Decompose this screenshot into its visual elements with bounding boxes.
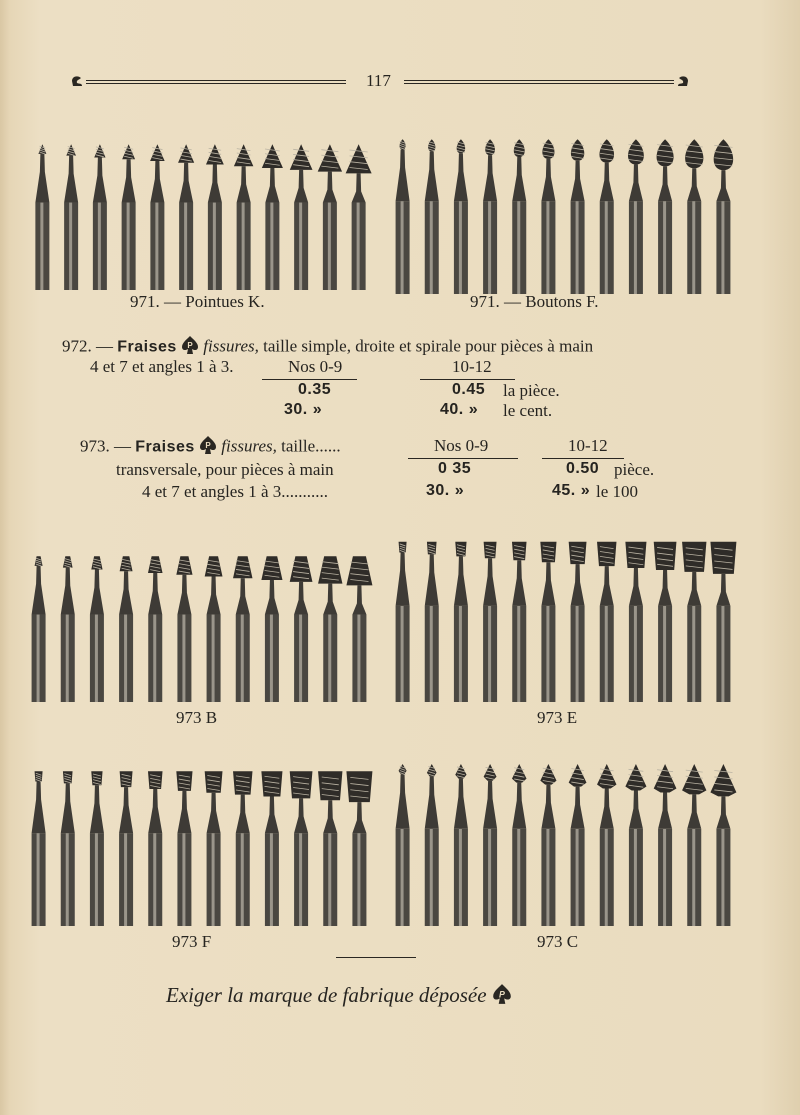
burr-tool-icon — [710, 764, 736, 926]
item-972-col1-rule — [262, 379, 357, 380]
item-973-col2-rule — [542, 458, 624, 459]
burr-tool-icon — [571, 139, 585, 294]
item-973-unit1: pièce. — [614, 460, 655, 479]
burr-tool-icon — [119, 771, 133, 926]
burr-tool-icon — [61, 556, 75, 702]
burr-tool-icon — [682, 764, 706, 926]
burr-tool-icon — [205, 771, 223, 926]
burr-tool-icon — [90, 771, 104, 926]
burr-tool-icon — [710, 542, 736, 702]
footer-text: Exiger la marque de fabrique déposée — [166, 983, 487, 1007]
burr-tool-icon — [654, 542, 677, 702]
tools-pointues-k — [28, 128, 373, 290]
caption-973-b: 973 B — [176, 708, 218, 727]
item-973-line1 — [80, 435, 341, 460]
burr-tool-icon — [540, 542, 556, 702]
burr-tool-icon — [396, 764, 410, 926]
item-972-desc2: 4 et 7 et angles 1 à 3. — [90, 357, 234, 376]
item-972-number: 972. — — [62, 336, 113, 356]
burr-tool-icon — [599, 139, 614, 294]
burr-tool-icon — [176, 556, 192, 702]
burr-tool-icon — [178, 144, 194, 290]
burr-tool-icon — [569, 542, 587, 702]
burr-tool-icon — [454, 139, 468, 294]
burr-tool-icon — [625, 542, 646, 702]
burr-tool-icon — [32, 771, 46, 926]
burr-tool-icon — [122, 144, 136, 290]
burr-illustration — [388, 122, 738, 294]
burr-tool-icon — [233, 556, 252, 702]
item-972-col2-price1: 0.45 — [452, 381, 486, 398]
burr-tool-icon — [569, 764, 587, 926]
burr-illustration — [24, 754, 374, 926]
burr-tool-icon — [176, 771, 192, 926]
burr-tool-icon — [628, 139, 644, 294]
header-rule-right — [404, 80, 674, 81]
tools-boutons-f — [388, 122, 738, 294]
burr-tool-icon — [346, 771, 372, 926]
burr-illustration — [388, 746, 738, 926]
trademark-logo-icon — [492, 983, 512, 1011]
burr-illustration — [24, 540, 374, 702]
svg-text:P: P — [498, 989, 505, 1000]
burr-tool-icon — [90, 556, 104, 702]
footer-rule — [336, 957, 416, 958]
burr-tool-icon — [541, 139, 555, 294]
footer-note — [166, 983, 512, 1011]
item-972-col2-rule — [420, 379, 515, 380]
item-973-col1-head: Nos 0-9 — [434, 436, 489, 455]
burr-tool-icon — [318, 556, 342, 702]
burr-tool-icon — [483, 139, 497, 294]
burr-tool-icon — [148, 556, 163, 702]
burr-tool-icon — [93, 144, 107, 290]
burr-illustration — [28, 128, 373, 290]
burr-tool-icon — [261, 771, 282, 926]
item-972-col2-head: 10-12 — [452, 357, 492, 376]
caption-973-f: 973 F — [172, 932, 212, 951]
item-972-col1-head: Nos 0-9 — [288, 357, 343, 376]
item-972-unit2: le cent. — [503, 401, 553, 420]
burr-tool-icon — [396, 139, 410, 294]
burr-tool-icon — [512, 764, 527, 926]
burr-tool-icon — [119, 556, 133, 702]
item-972-name: Fraises — [117, 338, 177, 356]
item-973-type: fissures, — [221, 436, 277, 456]
burr-tool-icon — [540, 764, 556, 926]
burr-tool-icon — [35, 144, 49, 290]
trademark-logo-icon — [199, 435, 217, 460]
item-973-unit2: le 100 — [596, 482, 639, 501]
burr-tool-icon — [512, 542, 527, 702]
item-972-unit1: la pièce. — [503, 381, 560, 400]
svg-text:P: P — [205, 441, 211, 450]
burr-tool-icon — [682, 542, 706, 702]
item-973-name: Fraises — [135, 438, 195, 456]
item-973-number: 973. — — [80, 436, 131, 456]
burr-tool-icon — [262, 144, 283, 290]
burr-tool-icon — [261, 556, 282, 702]
header-rule-left — [86, 80, 346, 81]
burr-tool-icon — [685, 139, 703, 294]
burr-tool-icon — [454, 764, 468, 926]
caption-boutons-f: 971. — Boutons F. — [470, 292, 599, 311]
burr-tool-icon — [234, 144, 253, 290]
burr-tool-icon — [346, 556, 372, 702]
burr-tool-icon — [205, 556, 223, 702]
burr-tool-icon — [318, 771, 342, 926]
tools-973-c — [388, 746, 738, 926]
item-973-col2-head: 10-12 — [568, 436, 608, 455]
burr-tool-icon — [290, 144, 313, 290]
item-973-col2-price1: 0.50 — [566, 460, 600, 477]
burr-tool-icon — [512, 139, 526, 294]
item-973-desc1: taille...... — [281, 436, 341, 456]
item-973-col2-price2: 45. » — [552, 482, 591, 499]
burr-tool-icon — [425, 764, 439, 926]
item-973-col1-price1: 0 35 — [438, 460, 472, 477]
burr-tool-icon — [483, 764, 497, 926]
burr-tool-icon — [64, 144, 78, 290]
item-973-desc3: 4 et 7 et angles 1 à 3........... — [142, 482, 329, 501]
caption-pointues-k: 971. — Pointues K. — [130, 292, 265, 311]
burr-tool-icon — [425, 139, 439, 294]
tools-973-e — [388, 524, 738, 702]
burr-tool-icon — [597, 764, 616, 926]
header-ornament-right — [676, 74, 690, 88]
burr-tool-icon — [206, 144, 224, 290]
burr-tool-icon — [454, 542, 468, 702]
burr-tool-icon — [654, 764, 677, 926]
caption-973-e: 973 E — [537, 708, 578, 727]
burr-tool-icon — [396, 542, 410, 702]
header-ornament-left — [70, 74, 84, 88]
caption-973-c: 973 C — [537, 932, 579, 951]
item-972-col1-price2: 30. » — [284, 401, 323, 418]
item-972-col2-price2: 40. » — [440, 401, 479, 418]
item-973-col1-rule — [408, 458, 518, 459]
burr-tool-icon — [290, 556, 313, 702]
item-973-col1-price2: 30. » — [426, 482, 465, 499]
tools-973-f — [24, 754, 374, 926]
burr-tool-icon — [32, 556, 46, 702]
burr-tool-icon — [148, 771, 163, 926]
burr-tool-icon — [625, 764, 646, 926]
tools-973-b — [24, 540, 374, 702]
burr-tool-icon — [233, 771, 252, 926]
burr-tool-icon — [290, 771, 313, 926]
burr-tool-icon — [425, 542, 439, 702]
burr-tool-icon — [150, 144, 165, 290]
item-972-col1-price1: 0.35 — [298, 381, 332, 398]
burr-tool-icon — [483, 542, 497, 702]
burr-tool-icon — [346, 144, 372, 290]
item-972-type: fissures, — [203, 336, 259, 356]
svg-text:P: P — [187, 341, 193, 350]
burr-illustration — [388, 524, 738, 702]
item-972-desc1: taille simple, droite et spirale pour pièces à main — [263, 336, 594, 356]
burr-tool-icon — [61, 771, 75, 926]
burr-tool-icon — [714, 139, 734, 294]
burr-tool-icon — [318, 144, 342, 290]
burr-tool-icon — [657, 139, 674, 294]
page-number: 117 — [366, 71, 391, 90]
burr-tool-icon — [597, 542, 616, 702]
item-973-desc2: transversale, pour pièces à main — [116, 460, 334, 479]
